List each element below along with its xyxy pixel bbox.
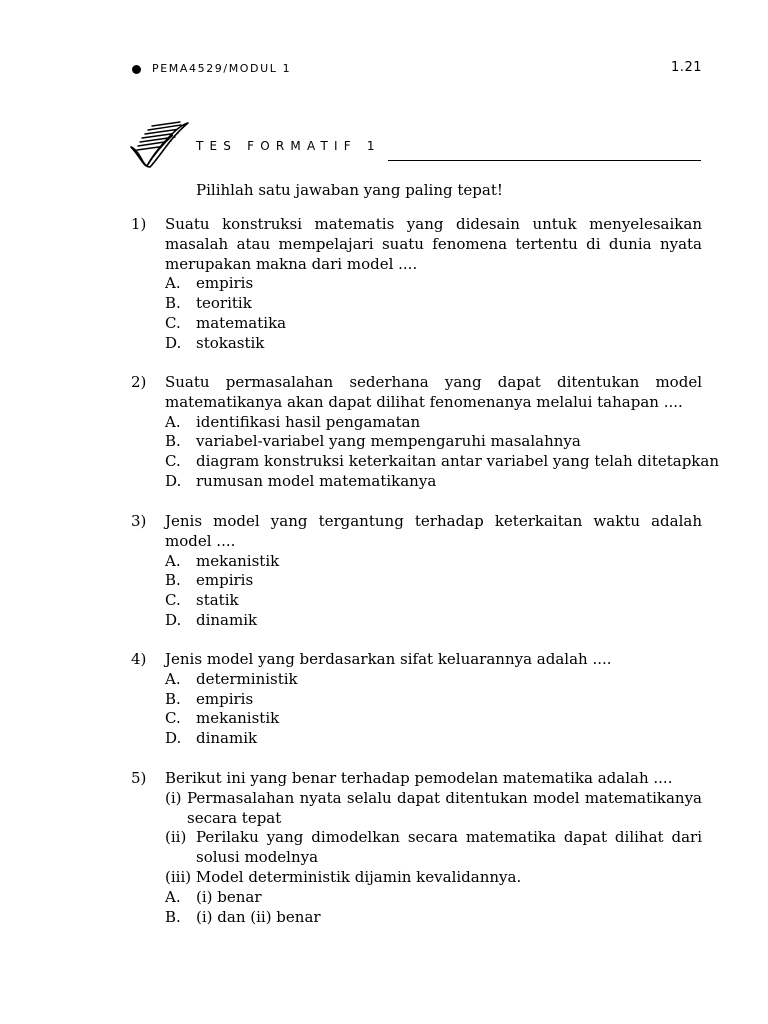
module-code: PEMA4529/MODUL 1 bbox=[152, 62, 292, 75]
question-stem-line-1: Suatu permasalahan sederhana yang dapat ditentukan model bbox=[165, 373, 702, 391]
option-d[interactable] bbox=[165, 611, 702, 631]
option-a[interactable] bbox=[165, 888, 702, 908]
statement-label: (i) bbox=[165, 788, 182, 807]
option-letter: D. bbox=[165, 471, 182, 490]
option-b[interactable] bbox=[165, 690, 702, 710]
checkmark-pen-icon bbox=[128, 120, 190, 168]
question-4 bbox=[131, 650, 702, 749]
option-a[interactable] bbox=[165, 670, 702, 690]
option-letter: C. bbox=[165, 591, 181, 610]
test-title: TES FORMATIF 1 bbox=[196, 139, 381, 153]
instruction-text: Pilihlah satu jawaban yang paling tepat! bbox=[196, 181, 503, 199]
option-text: stokastik bbox=[196, 333, 265, 352]
question-stem: Jenis model yang berdasarkan sifat keluarannya adalah .... bbox=[165, 650, 612, 668]
option-text: dinamik bbox=[196, 729, 258, 748]
option-b[interactable] bbox=[165, 571, 702, 591]
question-stem-line-2: model .... bbox=[165, 531, 236, 550]
option-d[interactable] bbox=[165, 334, 702, 354]
statement-i bbox=[165, 789, 702, 829]
statement-label: (ii) bbox=[165, 828, 187, 847]
question-number: 3) bbox=[131, 512, 147, 530]
option-letter: B. bbox=[165, 571, 181, 590]
option-letter: C. bbox=[165, 709, 181, 728]
option-letter: B. bbox=[165, 432, 181, 451]
question-number: 4) bbox=[131, 650, 147, 668]
option-letter: D. bbox=[165, 333, 182, 352]
option-text: mekanistik bbox=[196, 709, 280, 728]
option-d[interactable] bbox=[165, 472, 702, 492]
statement-ii bbox=[165, 828, 702, 868]
statement-text: Perilaku yang dimodelkan secara matematika dapat dilihat dari solusi modelnya bbox=[196, 828, 702, 867]
question-number: 2) bbox=[131, 373, 147, 391]
option-text: matematika bbox=[196, 313, 287, 332]
option-letter: C. bbox=[165, 452, 181, 471]
option-c[interactable] bbox=[165, 314, 702, 334]
option-b[interactable] bbox=[165, 908, 702, 928]
option-text: diagram konstruksi keterkaitan antar variabel yang telah ditetapkan bbox=[196, 452, 719, 471]
page-number: 1.21 bbox=[671, 60, 702, 75]
question-number: 1) bbox=[131, 215, 147, 233]
option-text: statik bbox=[196, 591, 239, 610]
option-c[interactable] bbox=[165, 591, 702, 611]
option-text: rumusan model matematikanya bbox=[196, 471, 437, 490]
option-text: dinamik bbox=[196, 610, 258, 629]
statement-label: (iii) bbox=[165, 867, 192, 886]
option-letter: A. bbox=[165, 669, 181, 688]
option-letter: D. bbox=[165, 729, 182, 748]
question-1 bbox=[131, 215, 702, 354]
page-header bbox=[132, 61, 702, 81]
bullet-icon bbox=[132, 65, 141, 74]
option-letter: A. bbox=[165, 887, 181, 906]
question-3 bbox=[131, 512, 702, 631]
option-a[interactable] bbox=[165, 274, 702, 294]
option-letter: A. bbox=[165, 274, 181, 293]
option-letter: A. bbox=[165, 412, 181, 431]
statement-text: Model deterministik dijamin kevalidannya. bbox=[195, 867, 522, 886]
option-text: empiris bbox=[196, 571, 254, 590]
option-text: empiris bbox=[196, 274, 254, 293]
statement-iii bbox=[165, 868, 702, 888]
option-a[interactable] bbox=[165, 413, 702, 433]
option-letter: B. bbox=[165, 907, 181, 926]
option-letter: A. bbox=[165, 551, 181, 570]
option-text: identifikasi hasil pengamatan bbox=[196, 412, 421, 431]
option-text: teoritik bbox=[196, 294, 252, 313]
option-c[interactable] bbox=[165, 452, 719, 472]
option-d[interactable] bbox=[165, 729, 702, 749]
option-c[interactable] bbox=[165, 709, 702, 729]
question-2 bbox=[131, 373, 719, 492]
option-text: (i) dan (ii) benar bbox=[196, 907, 321, 926]
statement-text: Permasalahan nyata selalu dapat ditentukan model matematikanya secara tepat bbox=[187, 788, 702, 827]
option-text: variabel-variabel yang mempengaruhi masalahnya bbox=[196, 432, 581, 451]
question-stem: Berikut ini yang benar terhadap pemodelan matematika adalah .... bbox=[165, 769, 673, 787]
option-text: (i) benar bbox=[196, 887, 262, 906]
title-underline bbox=[388, 160, 701, 161]
option-letter: B. bbox=[165, 689, 181, 708]
option-text: deterministik bbox=[196, 669, 298, 688]
question-stem-line-2: matematikanya akan dapat dilihat fenomenanya melalui tahapan .... bbox=[165, 392, 683, 411]
question-number: 5) bbox=[131, 769, 147, 787]
question-stem-line-1: Jenis model yang tergantung terhadap keterkaitan waktu adalah bbox=[165, 512, 702, 530]
option-b[interactable] bbox=[165, 294, 702, 314]
question-5 bbox=[131, 769, 702, 927]
option-letter: B. bbox=[165, 294, 181, 313]
option-b[interactable] bbox=[165, 432, 702, 452]
question-stem: Suatu konstruksi matematis yang didesain untuk menyelesaikan masalah atau mempelajari suatu fenomena tertentu di dunia nyata merupakan makna dari model .... bbox=[165, 215, 702, 273]
option-letter: C. bbox=[165, 313, 181, 332]
option-text: empiris bbox=[196, 689, 254, 708]
option-text: mekanistik bbox=[196, 551, 280, 570]
option-a[interactable] bbox=[165, 552, 702, 572]
option-letter: D. bbox=[165, 610, 182, 629]
